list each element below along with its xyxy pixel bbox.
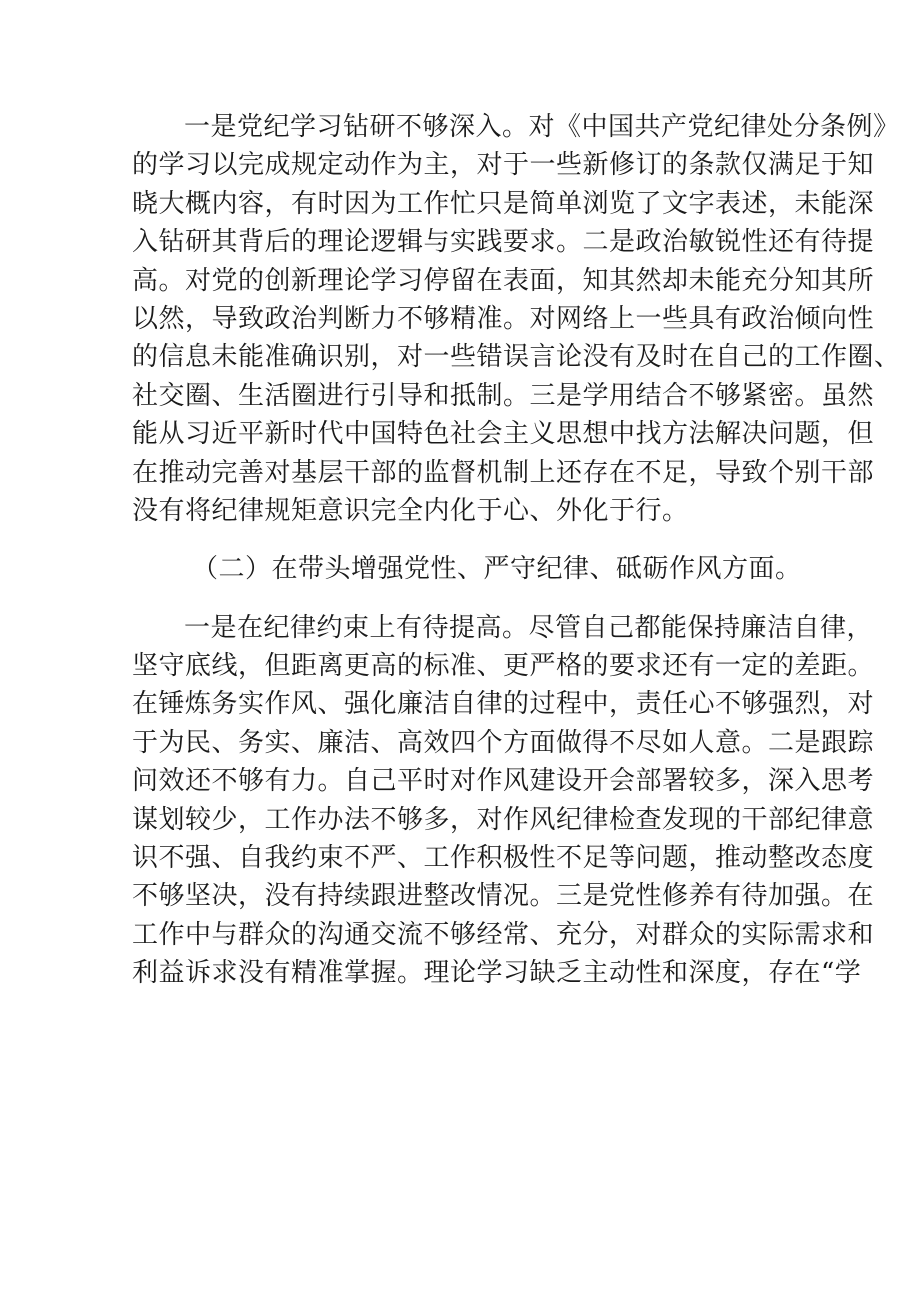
paragraph-line: 不够坚决，没有持续跟进整改情况。三是党性修养有待加强。在: [132, 881, 875, 912]
paragraph-line: 以然，导致政治判断力不够精准。对网络上一些具有政治倾向性: [132, 303, 875, 334]
paragraph-line: 一是党纪学习钻研不够深入。对《中国共产党纪律处分条例》: [184, 112, 900, 142]
spacer: [132, 589, 810, 609]
paragraph-line: 在锤炼务实作风、强化廉洁自律的过程中，责任心不够强烈，对: [132, 689, 875, 720]
paragraph-1: [132, 108, 901, 530]
paragraph-line: 坚守底线，但距离更高的标准、更严格的要求还有一定的差距。: [132, 651, 875, 682]
paragraph-2: [132, 609, 875, 993]
paragraph-line: 没有将纪律规矩意识完全内化于心、外化于行。: [132, 495, 689, 526]
paragraph-line: 谋划较少，工作办法不够多，对作风纪律检查发现的干部纪律意: [132, 804, 875, 835]
paragraph-line: 利益诉求没有精准掌握。理论学习缺乏主动性和深度，存在“学: [132, 958, 862, 989]
paragraph-line: 工作中与群众的沟通交流不够经常、充分，对群众的实际需求和: [132, 919, 875, 950]
paragraph-line: 晓大概内容，有时因为工作忙只是简单浏览了文字表述，未能深: [132, 188, 875, 219]
paragraph-line: 能从习近平新时代中国特色社会主义思想中找方法解决问题，但: [132, 419, 875, 450]
paragraph-line: 一是在纪律约束上有待提高。尽管自己都能保持廉洁自律，: [184, 612, 874, 643]
paragraph-line: 的学习以完成规定动作为主，对于一些新修订的条款仅满足于知: [132, 150, 875, 181]
section-heading-text: （二）在带头增强党性、严守纪律、砥砺作风方面。: [192, 554, 802, 585]
spacer: [132, 530, 810, 550]
paragraph-line: 问效还不够有力。自己平时对作风建设开会部署较多，深入思考: [132, 766, 875, 797]
paragraph-line: 的信息未能准确识别，对一些错误言论没有及时在自己的工作圈、: [132, 342, 901, 373]
paragraph-line: 在推动完善对基层干部的监督机制上还存在不足，导致个别干部: [132, 457, 875, 488]
paragraph-line: 入钻研其背后的理论逻辑与实践要求。二是政治敏锐性还有待提: [132, 227, 875, 258]
section-heading: [132, 550, 810, 588]
paragraph-line: 识不强、自我约束不严、工作积极性不足等问题，推动整改态度: [132, 843, 875, 874]
paragraph-line: 高。对党的创新理论学习停留在表面，知其然却未能充分知其所: [132, 265, 875, 296]
paragraph-line: 于为民、务实、廉洁、高效四个方面做得不尽如人意。二是跟踪: [132, 727, 875, 758]
paragraph-line: 社交圈、生活圈进行引导和抵制。三是学用结合不够紧密。虽然: [132, 380, 875, 411]
